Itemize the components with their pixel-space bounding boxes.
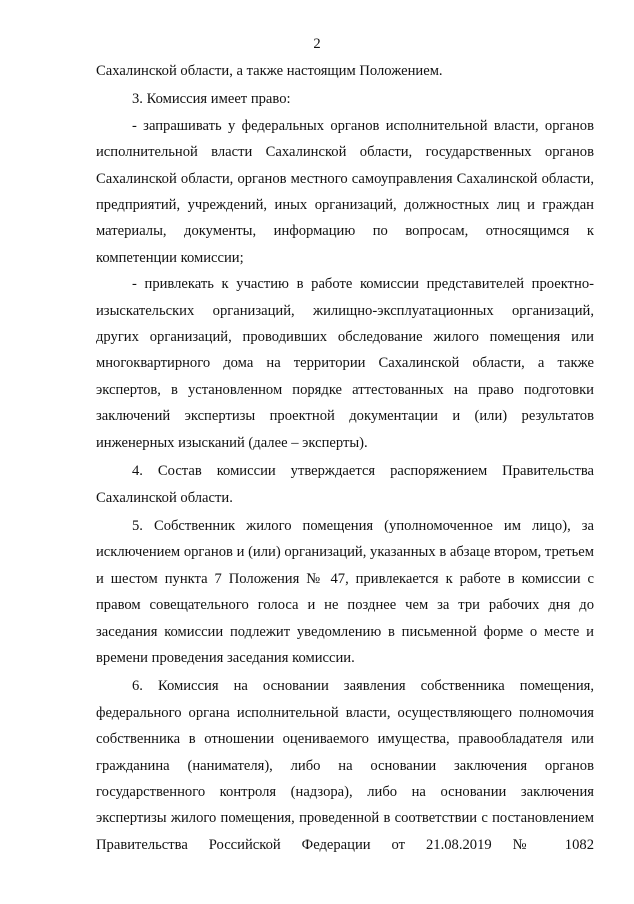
paragraph-item-4: 4. Состав комиссии утверждается распоряжением Правительства Сахалинской области.: [96, 463, 594, 506]
paragraph-involve-right: - привлекать к участию в работе комиссии представителей проектно-изыскательских организаций, жилищно-эксплуатационных организаций, других организаций, проводивших обследование жилого помещения или многоквартирного дома на территории Сахалинской области, а также экспертов, в установленном порядке аттестованных на право подготовки заключений экспертизы проектной документации и (или) результатов инженерных изысканий (далее – эксперты).: [96, 276, 594, 451]
page-number: 2: [313, 36, 321, 52]
document-body: [96, 58, 594, 858]
paragraph-item-6: 6. Комиссия на основании заявления собственника помещения, федерального органа исполнительной власти, осуществляющего полномочия собственника в отношении оцениваемого имущества, правообладателя или гражданина (нанимателя), либо на основании заключения органов государственного контроля (надзора), либо на основании заключения экспертизы жилого помещения, проведенной в соответствии с постановлением Правительства Российской Федерации от 21.08.2019 № 1082: [96, 678, 594, 853]
paragraph-item-3: 3. Комиссия имеет право:: [132, 91, 291, 108]
paragraph-item-5: 5. Собственник жилого помещения (уполномоченное им лицо), за исключением органов и (или) организаций, указанных в абзаце втором, третьем и шестом пункта 7 Положения № 47, привлекается к работе в комиссии с правом совещательного голоса и не позднее чем за три рабочих дня до заседания комиссии подлежит уведомлению в письменной форме о месте и времени проведения заседания комиссии.: [96, 517, 594, 666]
paragraph-request-right: - запрашивать у федеральных органов исполнительной власти, органов исполнительной власти Сахалинской области, государственных органов Сахалинской области, органов местного самоуправления Сахалинской области, предприятий, учреждений, иных организаций, должностных лиц и граждан материалы, документы, информацию по вопросам, относящимся к компетенции комиссии;: [96, 117, 594, 266]
paragraph-continuation: Сахалинской области, а также настоящим Положением.: [96, 63, 443, 79]
